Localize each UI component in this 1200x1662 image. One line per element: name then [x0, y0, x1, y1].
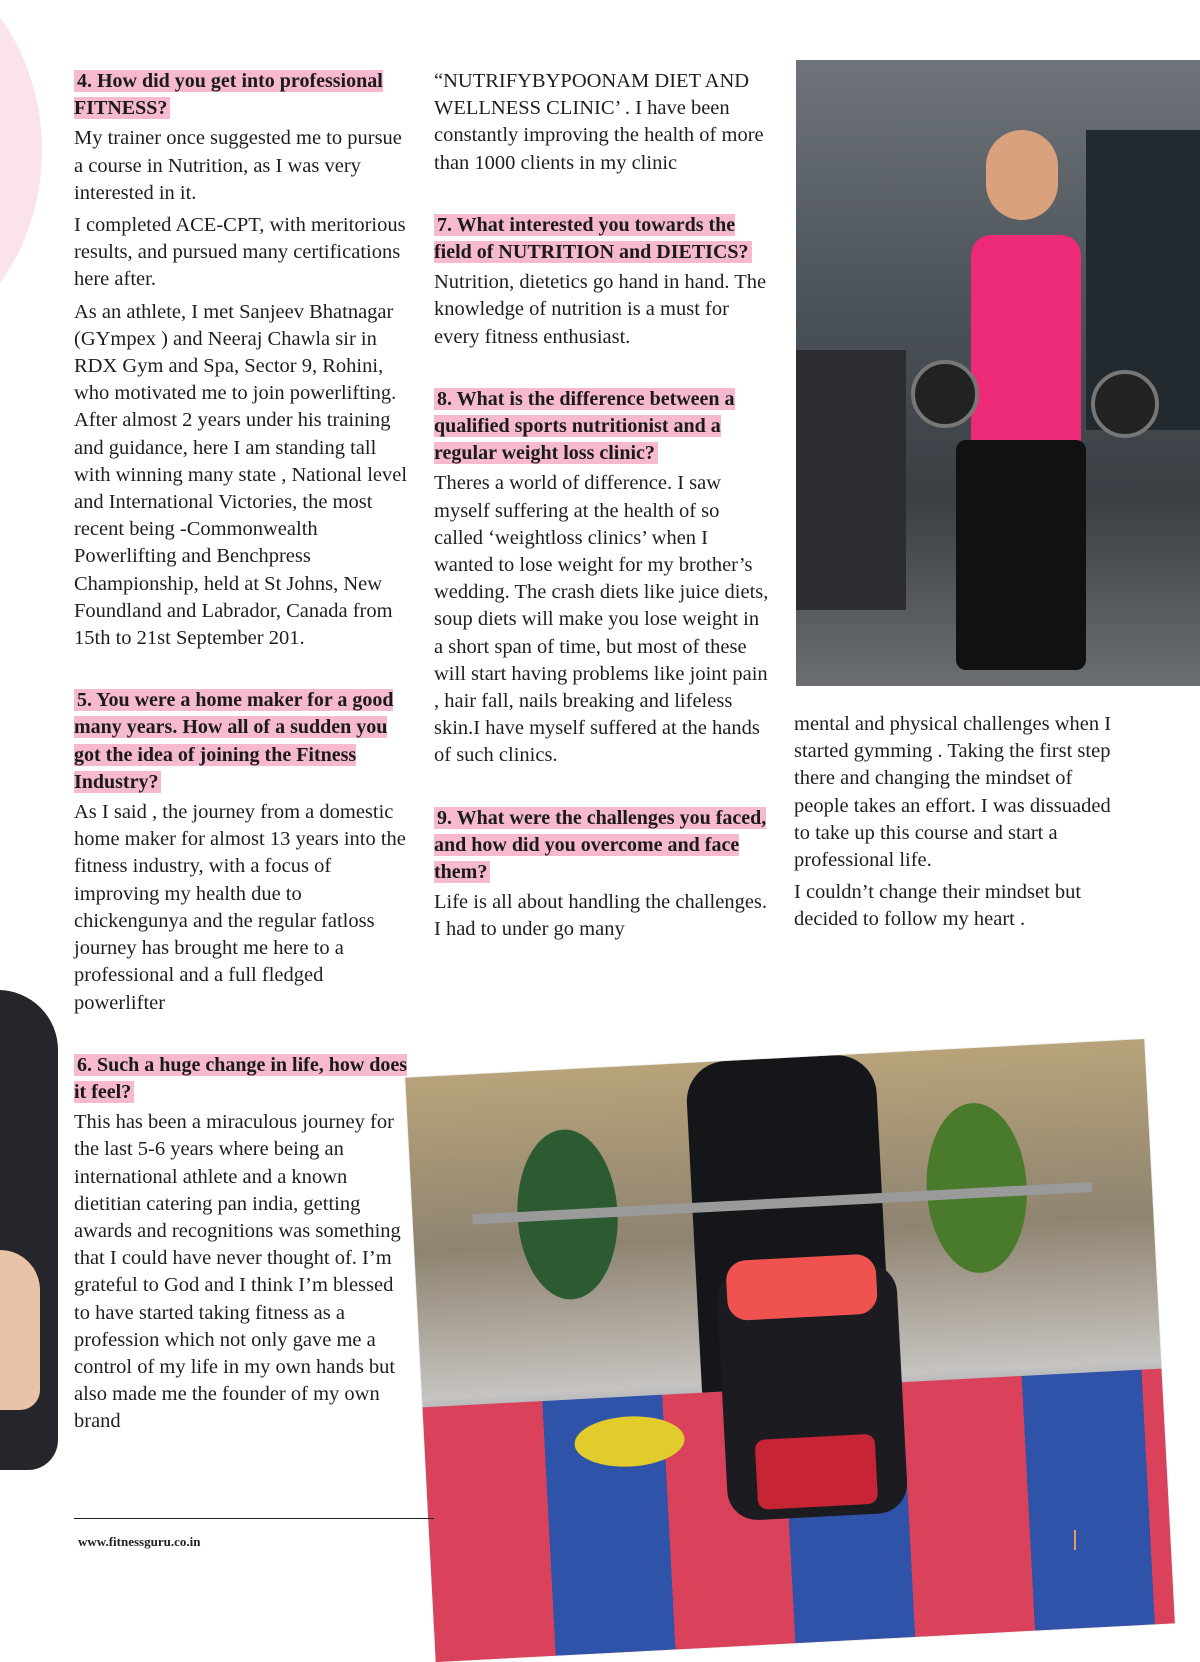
answer-paragraph: Theres a world of difference. I saw myself suffering at the health of so called ‘weightloss clinics’ when I wanted to lose weight for my brother’s wedding. The crash diets like juice diets, soup diets will make you lose weight in a short span of time, but most of these will start having problems like joint pain , hair fall, nails breaking and lifeless skin.I have myself suffered at the hands of such clinics. — [434, 472, 769, 767]
decorative-hand — [0, 1250, 40, 1410]
answer-paragraph: Nutrition, dietetics go hand in hand. The knowledge of nutrition is a must for every fitness enthusiast. — [434, 271, 767, 348]
decorative-pink-circle — [0, 0, 42, 360]
article-column-1 — [74, 68, 410, 1441]
answer-paragraph: I completed ACE-CPT, with meritorious results, and pursued many certifications here after. — [74, 214, 406, 291]
answer-paragraph: Life is all about handling the challenges. I had to under go many — [434, 891, 768, 941]
answer-paragraph: As I said , the journey from a domestic home maker for almost 13 years into the fitness industry, with a focus of improving my health due to chickengunya and the regular fatloss journey has brought me here to a professional and a full fledged powerlifter — [74, 801, 406, 1014]
answer-paragraph: This has been a miraculous journey for the last 5-6 years where being an international athlete and a known dietitian catering pan india, getting awards and recognitions was something that I could have never thought of. I’m grateful to God and I think I’m blessed to have started taking fitness as a profession which not only gave me a control of my life in my own hands but also made me the founder of my own brand — [74, 1111, 401, 1433]
question-heading: 8. What is the difference between a qualified sports nutritionist and a regular weight loss clinic? — [434, 387, 735, 465]
answer-paragraph: “NUTRIFYBYPOONAM DIET AND WELLNESS CLINIC’ . I have been constantly improving the health of more than 1000 clients in my clinic — [434, 70, 764, 174]
footer-rule — [74, 1518, 434, 1519]
question-heading: 9. What were the challenges you faced, and how did you overcome and face them? — [434, 806, 767, 884]
question-heading: 6. Such a huge change in life, how does it feel? — [74, 1053, 408, 1103]
photo-dumbbell-curl — [796, 60, 1200, 686]
question-heading: 4. How did you get into professional FITNESS? — [74, 70, 383, 120]
article-column-2 — [434, 68, 770, 949]
photo-bench-press — [405, 1039, 1175, 1662]
page-number-marker — [1074, 1530, 1076, 1550]
question-heading: 7. What interested you towards the field of NUTRITION and DIETICS? — [434, 212, 770, 266]
answer-paragraph: As an athlete, I met Sanjeev Bhatnagar (GYmpex ) and Neeraj Chawla sir in RDX Gym and Spa, Sector 9, Rohini, who motivated me to join powerlifting. After almost 2 years under his training and guidance, here I am standing tall with winning many state , National level and International Victories, the most recent being -Commonwealth Powerlifting and Benchpress Championship, held at St Johns, New Foundland and Labrador, Canada from 15th to 21st September 201. — [74, 300, 408, 650]
article-column-3 — [794, 711, 1130, 939]
answer-paragraph: I couldn’t change their mindset but decided to follow my heart . — [794, 881, 1082, 931]
answer-paragraph: mental and physical challenges when I started gymming . Taking the first step there and changing the mindset of people takes an effort. I was dissuaded to take up this course and start a professional life. — [794, 713, 1112, 872]
question-heading: 5. You were a home maker for a good many years. How all of a sudden you got the idea of joining the Fitness Industry? — [74, 689, 394, 793]
footer-website: www.fitnessguru.co.in — [78, 1534, 201, 1549]
answer-paragraph: My trainer once suggested me to pursue a course in Nutrition, as I was very interested in it. — [74, 127, 402, 204]
